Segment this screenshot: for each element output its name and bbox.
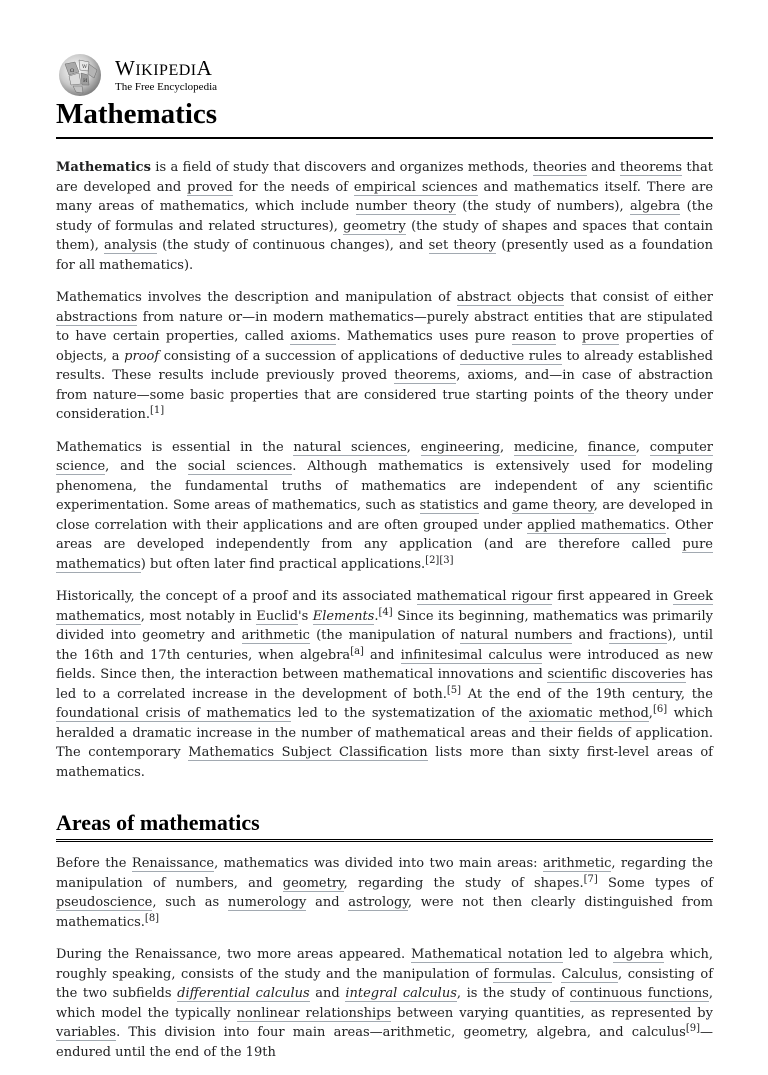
paragraph-areas: During the Renaissance, two more areas appeared. Mathematical notation led to algebra which, roughly speaking, consists of the study and the manipulation of formulas. Calculus, consisting of the two subfields differential calculus and integral calculus, is the study of continuous functions, which model the typically nonlinear relationships between varying quantities, as represented by variables. This division into four main areas—arithmetic, geometry, algebra, and calculus[9]—endured until the end of the 19th — [56, 947, 714, 1060]
wiki-link[interactable]: continuous functions — [569, 986, 709, 1001]
citation-marker — [145, 913, 159, 924]
wiki-link[interactable]: numerology — [227, 895, 307, 910]
wiki-link[interactable]: geometry — [282, 875, 344, 891]
wiki-link[interactable]: Renaissance — [131, 856, 215, 871]
wiki-link[interactable]: abstract objects — [456, 290, 565, 305]
article-content — [56, 158, 713, 1075]
citation-marker — [150, 405, 164, 416]
wiki-link[interactable]: pure mathematics — [56, 537, 713, 572]
wiki-link[interactable]: social sciences — [187, 459, 293, 474]
wikipedia-tagline: The Free Encyclopedia — [115, 81, 218, 93]
wiki-link[interactable]: astrology — [348, 895, 408, 910]
wiki-link[interactable]: foundational crisis of mathematics — [56, 706, 292, 721]
wiki-link[interactable]: pseudoscience — [56, 895, 153, 910]
wiki-link[interactable]: formulas — [493, 966, 552, 982]
wiki-link[interactable]: Calculus — [561, 966, 619, 982]
wiki-link[interactable]: scientific discoveries — [547, 667, 686, 682]
wiki-link[interactable]: fractions — [609, 628, 668, 643]
paragraph-history: Historically, the concept of a proof and its associated mathematical rigour first appeared in Greek mathematics, most notably in Euclid's Elements.[4] Since its beginning, mathematics was primarily divided into geometry and arithmetic (the manipulation of natural numbers and fractions), until the 16th and 17th centuries, when algebra[a] and infinitesimal calculus were introduced as new fields. Since then, the interaction between mathematical innovations and scientific discoveries has led to a correlated increase in the development of both.[5] At the end of the 19th century, the foundational crisis of mathematics led to the systematization of the axiomatic method,[6] which heralded a dramatic increase in the number of mathematical areas and their fields of application. The contemporary Mathematics Subject Classification lists more than sixty first-level areas of mathematics. — [56, 589, 713, 780]
citation-marker — [686, 1023, 700, 1034]
italic-term: proof — [124, 348, 160, 364]
svg-text:W: W — [82, 64, 88, 70]
wiki-link[interactable]: geometry — [343, 218, 406, 234]
wiki-link[interactable]: deductive rules — [459, 348, 562, 364]
wiki-link[interactable]: game theory — [512, 498, 594, 513]
wiki-link[interactable]: algebra — [613, 947, 664, 962]
wiki-link[interactable]: analysis — [104, 238, 157, 253]
citation-marker — [439, 555, 453, 566]
wiki-link[interactable]: engineering — [420, 439, 501, 455]
wiki-link[interactable]: variables — [56, 1025, 117, 1040]
puzzle-globe-icon — [55, 52, 105, 98]
wiki-link[interactable]: finance — [587, 439, 636, 455]
wiki-link[interactable]: axioms — [290, 329, 337, 344]
wiki-link[interactable]: theorems — [620, 160, 683, 175]
wiki-link[interactable]: statistics — [419, 498, 479, 513]
wiki-link[interactable]: Euclid — [256, 608, 299, 624]
wiki-link[interactable]: algebra — [630, 199, 681, 214]
citation-marker — [584, 874, 598, 885]
wiki-link[interactable]: differential calculus — [177, 986, 310, 1001]
citation-marker — [350, 646, 364, 657]
wiki-link[interactable]: theories — [532, 160, 587, 175]
wiki-link[interactable]: Greek mathematics — [56, 589, 713, 624]
wiki-link[interactable]: proved — [187, 179, 233, 195]
wikipedia-wordmark: WIKIPEDIA — [115, 56, 213, 80]
wiki-link[interactable]: computer science — [56, 439, 714, 474]
svg-text:Ω: Ω — [70, 68, 75, 74]
wiki-link[interactable]: arithmetic — [241, 628, 310, 643]
wiki-link[interactable]: integral calculus — [345, 986, 457, 1001]
wiki-link[interactable]: mathematical rigour — [416, 589, 553, 604]
wiki-link[interactable]: axiomatic method — [528, 706, 649, 721]
citation-marker — [425, 555, 439, 566]
svg-text:И: И — [83, 78, 88, 84]
citation-marker — [379, 607, 393, 618]
page-title: Mathematics — [56, 97, 713, 139]
citation-link[interactable]: [6] — [652, 704, 668, 715]
wiki-link[interactable]: arithmetic — [542, 856, 612, 871]
wiki-link[interactable]: empirical sciences — [353, 179, 478, 195]
citation-link[interactable]: [1] — [150, 405, 165, 416]
wiki-link[interactable]: nonlinear relationships — [236, 1005, 392, 1021]
paragraph-renaissance: Before the Renaissance, mathematics was divided into two main areas: arithmetic, regarding the manipulation of numbers, and geometry, regarding the study of shapes.[7] Some types of pseudoscience, such as numerology and astrology, were not then clearly distinguished from mathematics.[8] — [56, 856, 713, 930]
wiki-link[interactable]: applied mathematics — [527, 517, 666, 533]
citation-marker — [447, 685, 461, 696]
citation-marker — [653, 704, 667, 715]
bold-term: Mathematics — [56, 160, 151, 175]
citation-link[interactable]: [8] — [144, 912, 160, 924]
wiki-link[interactable]: reason — [511, 329, 557, 344]
citation-link[interactable]: [2] — [425, 554, 440, 566]
wiki-link[interactable]: number theory — [355, 199, 456, 214]
wiki-link[interactable]: natural numbers — [460, 628, 573, 643]
citation-link[interactable]: [7] — [583, 873, 598, 885]
wiki-link[interactable]: theorems — [394, 368, 457, 383]
section-heading-areas: Areas of mathematics — [56, 810, 713, 842]
citation-link[interactable]: [9] — [685, 1023, 700, 1034]
paragraph-intro: Mathematics is a field of study that discovers and organizes methods, theories and theorems that are developed and proved for the needs of empirical sciences and mathematics itself. There are many areas of mathematics, which include number theory (the study of numbers), algebra (the study of formulas and related structures), geometry (the study of shapes and spaces that contain them), analysis (the study of continuous changes), and set theory (presently used as a foundation for all mathematics). — [56, 160, 714, 273]
citation-link[interactable]: [4] — [378, 606, 393, 618]
wiki-link[interactable]: medicine — [513, 439, 574, 455]
wiki-link[interactable]: infinitesimal calculus — [400, 647, 543, 663]
wiki-link[interactable]: prove — [581, 329, 620, 344]
wiki-link[interactable]: Mathematical notation — [411, 947, 563, 962]
paragraph-applications: Mathematics is essential in the natural sciences, engineering, medicine, finance, computer science, and the social sciences. Although mathematics is extensively used for modeling phenomena, the fundamental truths of mathematics are independent of any scientific experimentation. Some areas of mathematics, such as statistics and game theory, are developed in close correlation with their applications and are often grouped under applied mathematics. Other areas are developed independently from any application (and are therefore called pure mathematics) but often later find practical applications.[2][3] — [56, 439, 714, 572]
wiki-link[interactable]: Mathematics Subject Classification — [188, 745, 428, 760]
citation-link[interactable]: [a] — [350, 645, 364, 657]
paragraph-abstract-objects: Mathematics involves the description and manipulation of abstract objects that consist of either abstractions from nature or—in modern mathematics—purely abstract entities that are stipulated to have certain properties, called axioms. Mathematics uses pure reason to prove properties of objects, a proof consisting of a succession of applications of deductive rules to already established results. These results include previously proved theorems, axioms, and—in case of abstraction from nature—some basic properties that are considered true starting points of the theory under consideration.[1] — [56, 290, 713, 422]
citation-link[interactable]: [3] — [439, 554, 454, 566]
wiki-link[interactable]: Elements — [312, 608, 375, 624]
wiki-link[interactable]: abstractions — [56, 309, 138, 325]
citation-link[interactable]: [5] — [446, 684, 462, 696]
wiki-link[interactable]: natural sciences — [293, 439, 407, 455]
wiki-link[interactable]: set theory — [428, 238, 497, 253]
